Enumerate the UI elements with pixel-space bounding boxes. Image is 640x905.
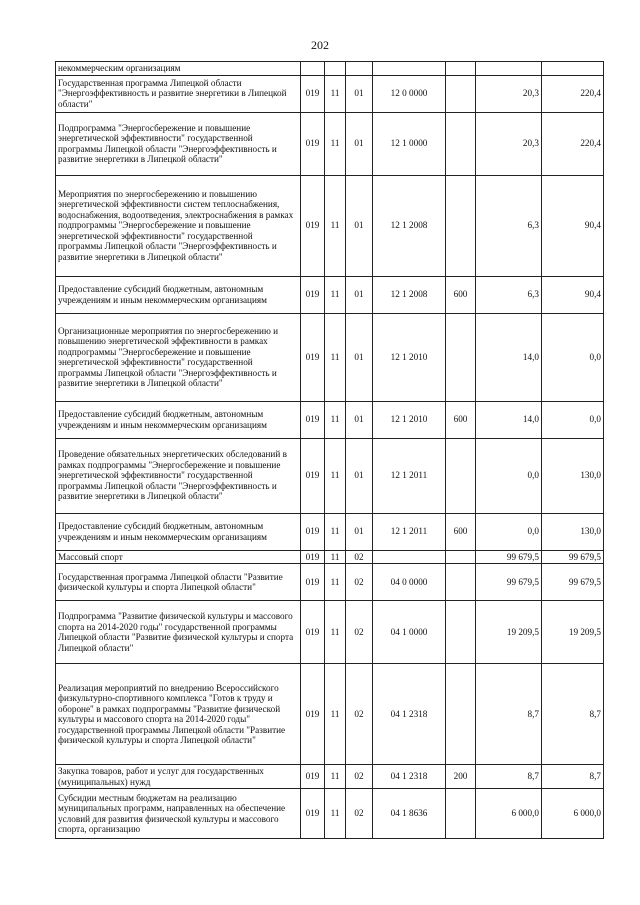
table-row [56, 313, 604, 401]
ministry-code-cell: 019 [301, 601, 325, 664]
amount-year2-cell: 0,0 [542, 313, 604, 401]
amount-year1-cell: 8,7 [476, 664, 542, 765]
subsection-code-cell [346, 62, 373, 76]
subsection-code-cell: 01 [346, 175, 373, 276]
expense-type-cell [446, 564, 476, 601]
amount-year1-cell [476, 62, 542, 76]
item-name-cell: Предоставление субсидий бюджетным, автономным учреждениям и иным некоммерческим организациям [56, 276, 301, 313]
section-code-cell: 11 [325, 313, 346, 401]
subsection-code-cell: 01 [346, 513, 373, 550]
section-code-cell: 11 [325, 175, 346, 276]
item-name-cell: Массовый спорт [56, 550, 301, 564]
section-code-cell: 11 [325, 789, 346, 839]
ministry-code-cell: 019 [301, 313, 325, 401]
target-article-cell: 12 1 2008 [373, 175, 446, 276]
section-code-cell: 11 [325, 401, 346, 438]
ministry-code-cell: 019 [301, 550, 325, 564]
table-row [56, 513, 604, 550]
item-name-cell: Предоставление субсидий бюджетным, автономным учреждениям и иным некоммерческим организациям [56, 401, 301, 438]
table-row [56, 664, 604, 765]
ministry-code-cell: 019 [301, 175, 325, 276]
section-code-cell: 11 [325, 75, 346, 112]
amount-year1-cell: 6,3 [476, 175, 542, 276]
expense-type-cell [446, 550, 476, 564]
ministry-code-cell: 019 [301, 789, 325, 839]
expense-type-cell: 200 [446, 765, 476, 789]
section-code-cell: 11 [325, 765, 346, 789]
table-row [56, 112, 604, 175]
expense-type-cell [446, 664, 476, 765]
target-article-cell: 12 1 2011 [373, 513, 446, 550]
subsection-code-cell: 01 [346, 438, 373, 513]
subsection-code-cell: 01 [346, 313, 373, 401]
section-code-cell: 11 [325, 112, 346, 175]
expense-type-cell [446, 175, 476, 276]
amount-year1-cell: 14,0 [476, 401, 542, 438]
item-name-cell: Организационные мероприятия по энергосбережению и повышению энергетической эффективности в рамках подпрограммы "Энергосбережение и повышение энергетической эффективности" государственной программы Липецкой области "Энергоэффективность и развитие энергетики в Липецкой области" [56, 313, 301, 401]
section-code-cell: 11 [325, 664, 346, 765]
section-code-cell: 11 [325, 564, 346, 601]
amount-year1-cell: 14,0 [476, 313, 542, 401]
target-article-cell [373, 62, 446, 76]
item-name-cell: Подпрограмма "Энергосбережение и повышение энергетической эффективности" государственной программы Липецкой области "Энергоэффективность и развитие энергетики в Липецкой области" [56, 112, 301, 175]
amount-year2-cell: 130,0 [542, 513, 604, 550]
item-name-cell: Субсидии местным бюджетам на реализацию муниципальных программ, направленных на обеспечение условий для развития физической культуры и массового спорта, организацию [56, 789, 301, 839]
ministry-code-cell: 019 [301, 664, 325, 765]
expense-type-cell [446, 438, 476, 513]
section-code-cell: 11 [325, 550, 346, 564]
expense-type-cell [446, 112, 476, 175]
subsection-code-cell: 02 [346, 664, 373, 765]
item-name-cell: Государственная программа Липецкой области "Развитие физической культуры и спорта Липецкой области" [56, 564, 301, 601]
amount-year2-cell: 0,0 [542, 401, 604, 438]
amount-year2-cell: 99 679,5 [542, 550, 604, 564]
amount-year1-cell: 0,0 [476, 438, 542, 513]
section-code-cell [325, 62, 346, 76]
item-name-cell: Мероприятия по энергосбережению и повышению энергетической эффективности систем теплоснабжения, водоснабжения, водоотведения, электроснабжения в рамках подпрограммы "Энергосбережение и повышение энергетической эффективности" государственной программы Липецкой области "Энергоэффективность и развитие энергетики в Липецкой области" [56, 175, 301, 276]
table-row [56, 438, 604, 513]
expense-type-cell: 600 [446, 513, 476, 550]
amount-year1-cell: 99 679,5 [476, 564, 542, 601]
amount-year2-cell: 8,7 [542, 765, 604, 789]
amount-year1-cell: 20,3 [476, 75, 542, 112]
section-code-cell: 11 [325, 276, 346, 313]
amount-year2-cell: 19 209,5 [542, 601, 604, 664]
table-row [56, 564, 604, 601]
expense-type-cell: 600 [446, 401, 476, 438]
target-article-cell: 04 1 0000 [373, 601, 446, 664]
table-row [56, 175, 604, 276]
item-name-cell: некоммерческим организациям [56, 62, 301, 76]
target-article-cell: 12 1 2008 [373, 276, 446, 313]
page-number: 202 [311, 38, 329, 52]
subsection-code-cell: 01 [346, 276, 373, 313]
table-row [56, 765, 604, 789]
ministry-code-cell [301, 62, 325, 76]
item-name-cell: Подпрограмма "Развитие физической культуры и массового спорта на 2014-2020 годы" государственной программы Липецкой области "Развитие физической культуры и спорта Липецкой области" [56, 601, 301, 664]
item-name-cell: Предоставление субсидий бюджетным, автономным учреждениям и иным некоммерческим организациям [56, 513, 301, 550]
subsection-code-cell: 02 [346, 564, 373, 601]
ministry-code-cell: 019 [301, 276, 325, 313]
amount-year2-cell: 99 679,5 [542, 564, 604, 601]
target-article-cell: 12 0 0000 [373, 75, 446, 112]
ministry-code-cell: 019 [301, 513, 325, 550]
target-article-cell: 12 1 2010 [373, 313, 446, 401]
target-article-cell: 04 0 0000 [373, 564, 446, 601]
amount-year2-cell: 90,4 [542, 175, 604, 276]
expense-type-cell [446, 313, 476, 401]
subsection-code-cell: 02 [346, 765, 373, 789]
amount-year1-cell: 6 000,0 [476, 789, 542, 839]
amount-year1-cell: 8,7 [476, 765, 542, 789]
subsection-code-cell: 01 [346, 75, 373, 112]
target-article-cell: 04 1 8636 [373, 789, 446, 839]
ministry-code-cell: 019 [301, 765, 325, 789]
target-article-cell: 04 1 2318 [373, 664, 446, 765]
subsection-code-cell: 02 [346, 789, 373, 839]
ministry-code-cell: 019 [301, 564, 325, 601]
amount-year2-cell: 220,4 [542, 75, 604, 112]
amount-year1-cell: 6,3 [476, 276, 542, 313]
table-row [56, 601, 604, 664]
target-article-cell [373, 550, 446, 564]
table-row [56, 75, 604, 112]
subsection-code-cell: 01 [346, 401, 373, 438]
section-code-cell: 11 [325, 601, 346, 664]
target-article-cell: 12 1 0000 [373, 112, 446, 175]
item-name-cell: Государственная программа Липецкой области "Энергоэффективность и развитие энергетики в Липецкой области" [56, 75, 301, 112]
target-article-cell: 04 1 2318 [373, 765, 446, 789]
amount-year2-cell: 8,7 [542, 664, 604, 765]
amount-year1-cell: 19 209,5 [476, 601, 542, 664]
subsection-code-cell: 01 [346, 112, 373, 175]
section-code-cell: 11 [325, 513, 346, 550]
amount-year2-cell: 90,4 [542, 276, 604, 313]
ministry-code-cell: 019 [301, 401, 325, 438]
item-name-cell: Реализация мероприятий по внедрению Всероссийского физкультурно-спортивного комплекса "Готов к труду и обороне" в рамках подпрограммы "Развитие физической культуры и массового спорта на 2014-2020 годы" государственной программы Липецкой области "Развитие физической культуры и спорта Липецкой области" [56, 664, 301, 765]
section-code-cell: 11 [325, 438, 346, 513]
expense-type-cell: 600 [446, 276, 476, 313]
table-row [56, 62, 604, 76]
amount-year2-cell [542, 62, 604, 76]
expense-type-cell [446, 789, 476, 839]
table-row [56, 789, 604, 839]
ministry-code-cell: 019 [301, 438, 325, 513]
target-article-cell: 12 1 2011 [373, 438, 446, 513]
expense-type-cell [446, 62, 476, 76]
ministry-code-cell: 019 [301, 75, 325, 112]
expense-type-cell [446, 601, 476, 664]
amount-year2-cell: 220,4 [542, 112, 604, 175]
item-name-cell: Проведение обязательных энергетических обследований в рамках подпрограммы "Энергосбережение и повышение энергетической эффективности" государственной программы Липецкой области "Энергоэффективность и развитие энергетики в Липецкой области" [56, 438, 301, 513]
table-row [56, 550, 604, 564]
subsection-code-cell: 02 [346, 601, 373, 664]
table-row [56, 276, 604, 313]
target-article-cell: 12 1 2010 [373, 401, 446, 438]
table-row [56, 401, 604, 438]
subsection-code-cell: 02 [346, 550, 373, 564]
item-name-cell: Закупка товаров, работ и услуг для государственных (муниципальных) нужд [56, 765, 301, 789]
amount-year2-cell: 6 000,0 [542, 789, 604, 839]
amount-year1-cell: 20,3 [476, 112, 542, 175]
ministry-code-cell: 019 [301, 112, 325, 175]
amount-year1-cell: 0,0 [476, 513, 542, 550]
expense-type-cell [446, 75, 476, 112]
amount-year2-cell: 130,0 [542, 438, 604, 513]
amount-year1-cell: 99 679,5 [476, 550, 542, 564]
budget-table [55, 61, 604, 839]
